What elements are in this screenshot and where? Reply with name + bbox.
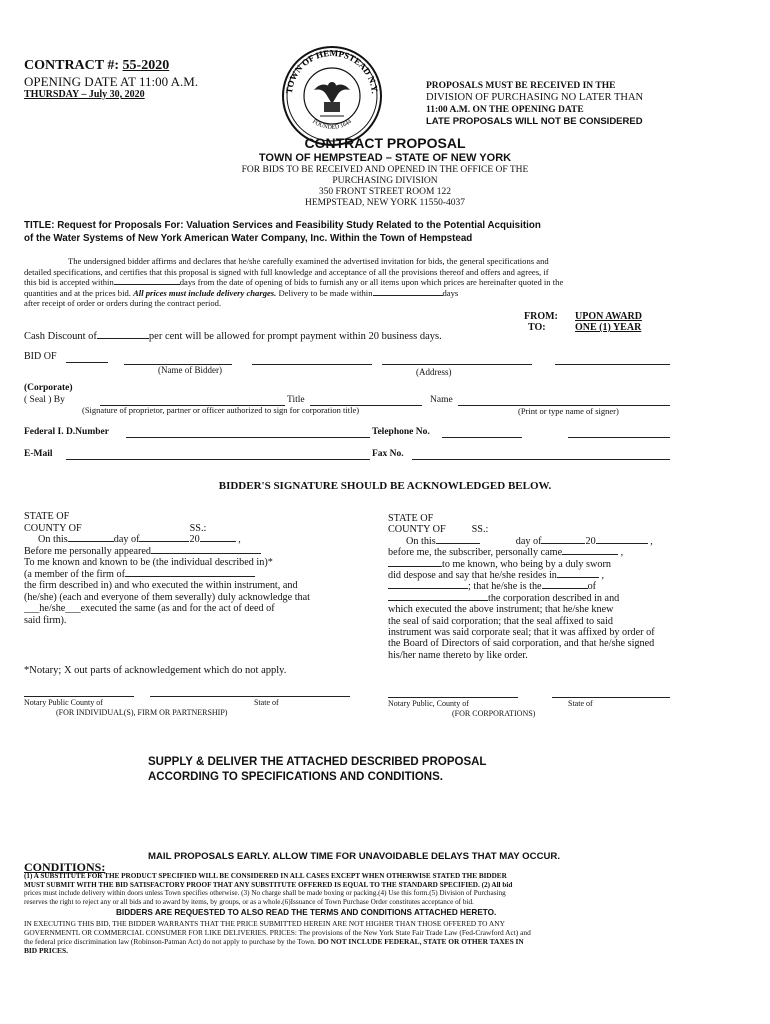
condition-line-4: reserves the right to reject any or all bids and to award by items, by groups, or as a whole.(6)Issuance of Town Purchase Order constitutes acceptance of bid.	[24, 897, 474, 906]
title-line-2: of the Water Systems of New York American Water Company, Inc. Within the Town of Hempstead	[24, 233, 473, 244]
notary-right-state: State of	[568, 699, 593, 708]
notice-line-4: LATE PROPOSALS WILL NOT BE CONSIDERED	[426, 116, 643, 127]
fax-label: Fax No.	[372, 449, 404, 459]
telephone-field-2[interactable]	[568, 437, 670, 438]
right-state: STATE OF	[388, 513, 434, 524]
right-county: COUNTY OF	[388, 524, 446, 536]
supply-deliver-block	[148, 755, 486, 785]
notice-line-1: PROPOSALS MUST BE RECEIVED IN THE	[426, 81, 616, 91]
fax-field[interactable]	[412, 459, 670, 460]
declaration-line-2: detailed specifications, and certifies that this proposal is signed with full knowledge and acceptance of all the provisions thereof and offers and agrees, if	[24, 266, 549, 277]
execution-line-4: BID PRICES.	[24, 946, 68, 955]
notary-left-sign-1[interactable]	[24, 696, 134, 697]
email-label: E-Mail	[24, 449, 53, 459]
name-field-label: Name	[430, 395, 453, 405]
cash-discount: Cash Discount of per cent will be allowed for prompt payment within 20 business days.	[24, 331, 442, 342]
condition-line-1: (1) A SUBSTITUTE FOR THE PRODUCT SPECIFIED WILL BE CONSIDERED IN ALL CASES EXCEPT WHEN OTHERWISE STATED THE BIDDER	[24, 872, 507, 880]
condition-line-2: MUST SUBMIT WITH THE BID SATISFACTORY PROOF THAT ANY SUBSTITUTE OFFERED IS EQUAL TO THE STANDARD SPECIFIED. (2) All bid	[24, 880, 513, 889]
address-caption: (Address)	[416, 367, 452, 377]
declaration-line-3: this bid is accepted within days from the date of opening of bids to furnish any or all items upon which prices are hereinafter quoted in the	[24, 277, 564, 287]
address-field-1[interactable]	[252, 364, 372, 365]
also-read-notice: BIDDERS ARE REQUESTED TO ALSO READ THE TERMS AND CONDITIONS ATTACHED HERETO.	[116, 908, 497, 917]
left-county: COUNTY OF	[24, 522, 82, 534]
individual-acknowledgement: STATE OF COUNTY OF SS.: On this day of 20 , Before me personally appeared To me known and known to be (the individual described in)* (a member of the firm of the firm described in) and who executed the within instrument, and (he/she) (each and everyone of them severally) duly acknowledge that ___he/she___executed the same (as and for the act of deed of said firm).	[24, 511, 310, 626]
award-from-value: UPON AWARD	[575, 311, 642, 322]
cash-discount-field[interactable]	[97, 338, 149, 339]
telephone-label: Telephone No.	[372, 427, 430, 437]
execution-line-2: GOVERNMENTL OR COMMERCIAL CONSUMER FOR LIKE DELIVERIES. PRICES: The provisions of the New York State Fair Trade Law (Fed-Crawford Act) and	[24, 928, 531, 937]
title-label: TITLE:	[24, 220, 55, 231]
conditions-text	[24, 872, 512, 906]
supply-line-2: ACCORDING TO SPECIFICATIONS AND CONDITIONS.	[148, 771, 443, 783]
execution-line-3: the federal price discrimination law (Robinson-Patman Act) do not apply to purchase by the Town. DO NOT INCLUDE FEDERAL, STATE OR OTHER TAXES IN	[24, 937, 524, 946]
title-line-1: Request for Proposals For: Valuation Services and Feasibility Study Related to the Potential Acquisition	[57, 220, 541, 231]
seal-top-text: TOWN OF HEMPSTEAD N.Y.	[284, 47, 380, 95]
telephone-field[interactable]	[442, 437, 522, 438]
notary-right-caption: (FOR CORPORATIONS)	[452, 709, 536, 718]
address-line-4: HEMPSTEAD, NEW YORK 11550-4037	[304, 198, 466, 208]
condition-line-3: prices must include delivery within doors unless Town specifies otherwise. (3) No charge shall be made boxing or packing.(4) Use this form.(5) Division of Purchasing	[24, 889, 506, 898]
corporate-label: (Corporate)	[24, 383, 73, 393]
receiving-address	[0, 165, 770, 209]
award-from-label: FROM:	[524, 311, 558, 322]
title-field-label: Title	[287, 395, 305, 405]
mail-early-notice: MAIL PROPOSALS EARLY. ALLOW TIME FOR UNAVOIDABLE DELAYS THAT MAY OCCUR.	[148, 851, 561, 862]
award-to-value: ONE (1) YEAR	[575, 322, 642, 333]
declaration-line-4: quantities and at the prices bid. All prices must include delivery charges. Delivery to be made within days	[24, 287, 459, 298]
address-line-3: 350 FRONT STREET ROOM 122	[318, 187, 452, 197]
signature-caption: (Signature of proprietor, partner or officer authorized to sign for corporation title)	[82, 405, 360, 415]
notice-line-2: DIVISION OF PURCHASING NO LATER THAN	[426, 92, 644, 103]
print-name-caption: (Print or type name of signer)	[518, 406, 619, 416]
name-of-bidder-caption: (Name of Bidder)	[158, 365, 222, 375]
corporate-acknowledgement: STATE OF COUNTY OF SS.: On this day of 20 , before me, the subscriber, personally came , to me known, who being by a duly sworn did despose and say that he/she resides in , ; that he/she is the of the corporation described in and which executed the above instrument; that he/she knew the seal of said corporation; that the seal affixed to said instrument was said corporate seal; that it was affixed by order of the Board of Directors of said corporation, and that he/she signed his/her name thereto by like order.	[388, 513, 655, 661]
opening-day-date: – July 30, 2020	[78, 89, 145, 100]
left-state: STATE OF	[24, 511, 70, 522]
email-field[interactable]	[66, 459, 370, 460]
conditions-heading: CONDITIONS:	[24, 860, 106, 874]
notary-left-caption: (FOR INDIVIDUAL(S), FIRM OR PARTNERSHIP)	[56, 708, 228, 717]
notary-right-county: Notary Public, County of	[388, 699, 469, 708]
notary-left-sign-2[interactable]	[150, 696, 350, 697]
notary-right-sign-1[interactable]	[388, 697, 518, 698]
submission-notice	[426, 80, 643, 128]
bid-of-label: BID OF	[24, 351, 57, 362]
address-line-1: FOR BIDS TO BE RECEIVED AND OPENED IN THE OFFICE OF THE	[241, 165, 529, 175]
notary-right-sign-2[interactable]	[552, 697, 670, 698]
award-to-label: TO:	[528, 322, 546, 333]
contract-number-label: CONTRACT #:	[24, 58, 120, 73]
federal-id-field[interactable]	[126, 437, 370, 438]
bid-of-field[interactable]	[66, 362, 108, 363]
seal-by-label: ( Seal ) By	[24, 395, 65, 405]
contract-number-value: 55-2020	[122, 58, 170, 73]
opening-day-name: THURSDAY	[24, 89, 79, 100]
page-subtitle: TOWN OF HEMPSTEAD – STATE OF NEW YORK	[258, 152, 512, 164]
supply-line-1: SUPPLY & DELIVER THE ATTACHED DESCRIBED PROPOSAL	[148, 756, 487, 768]
address-field-3[interactable]	[555, 364, 670, 365]
opening-day	[24, 89, 145, 100]
notice-line-3: 11:00 A.M. ON THE OPENING DATE	[426, 105, 584, 115]
seal-bottom-text: FOUNDED 1644	[311, 118, 353, 131]
page-title: CONTRACT PROPOSAL	[304, 135, 466, 151]
execution-text	[24, 919, 531, 955]
notary-note: *Notary; X out parts of acknowledgement which do not apply.	[24, 665, 287, 676]
opening-date: OPENING DATE AT 11:00 A.M.	[24, 74, 199, 89]
declaration-paragraph	[24, 256, 563, 309]
notary-left-state: State of	[254, 698, 279, 707]
right-ss: SS.:	[471, 524, 489, 536]
federal-id-label: Federal I. D.Number	[24, 427, 109, 437]
notary-left-county: Notary Public County of	[24, 698, 103, 707]
acknowledgement-heading: BIDDER'S SIGNATURE SHOULD BE ACKNOWLEDGED BELOW.	[218, 480, 552, 492]
declaration-line-5: after receipt of order or orders during the contract period.	[24, 298, 222, 308]
contract-number	[24, 58, 169, 74]
declaration-line-1: The undersigned bidder affirms and declares that he/she carefully examined the advertised invitation for bids, the general specifications and	[68, 256, 549, 266]
address-line-2: PURCHASING DIVISION	[332, 176, 438, 186]
execution-line-1: IN EXECUTING THIS BID, THE BIDDER WARRANTS THAT THE PRICE SUBMITTED HEREIN ARE NOT HIGHER THAN THOSE OFFERED TO ANY	[24, 919, 505, 928]
town-seal-icon	[280, 44, 384, 148]
town-seal	[280, 44, 384, 148]
address-field-2[interactable]	[382, 364, 532, 365]
left-ss: SS.:	[189, 522, 207, 534]
proposal-title	[24, 219, 541, 245]
